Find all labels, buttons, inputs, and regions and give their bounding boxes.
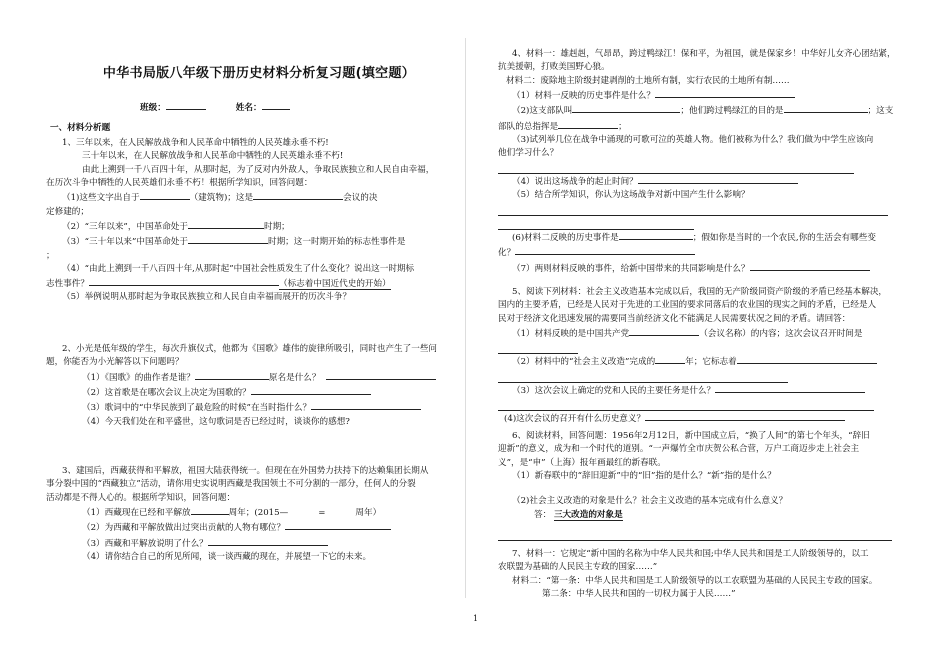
q4-item3-cont: 他们学习什么？ xyxy=(498,148,559,159)
q4-answer-line xyxy=(498,161,854,174)
q3-line2: 事分裂中国的“西藏独立”活动，请你用史实说明西藏是我国领土不可分割的一部分，任何人的分裂 xyxy=(46,479,416,490)
q4-item5: （5）结合所学知识，你认为这场战争对新中国产生什么影响？ xyxy=(512,189,750,200)
q4-item3: （3)试列举几位在战争中涌现的可歌可泣的英雄人物。他们被称为什么？我们做为中学生应该向 xyxy=(512,134,874,145)
page-number: 1 xyxy=(473,614,479,623)
q5-line1: 5、阅读下列材料：社会主义改造基本完成以后，我国的无产阶级同资产阶级的矛盾已经基本解决， xyxy=(512,287,888,297)
q4-item6-cont: 化？ xyxy=(498,245,908,260)
q4-answer-line-3 xyxy=(498,216,694,230)
q4-item2: （2)这支部队叫 ；他们跨过鸭绿江的目的是 ；这支 xyxy=(512,103,908,118)
question-5 xyxy=(498,286,908,426)
document-title: 中华书局版八年级下册历史材料分析复习题(填空题） xyxy=(102,66,416,81)
question-4 xyxy=(498,48,908,276)
q2-item3: （3）歌词中的“中华民族到了最危险的时候”在当时指什么？ xyxy=(62,400,454,415)
q2-line1: 2、小光是低年级的学生，每次升旗仪式，他都为《国歌》雄伟的旋律所吸引，同时也产生了一些问 xyxy=(62,344,438,354)
q6-answer-line xyxy=(498,522,892,541)
q6-answer: 答： 三大改造的对象是 xyxy=(534,509,623,520)
q7-line4: 第二条：中华人民共和国的一切权力属于人民……” xyxy=(542,588,736,599)
q3-line3: 活动都是不得人心的。根据所学知识，回答问题： xyxy=(46,492,236,503)
q3-item3: （3）西藏和平解放说明了什么？ xyxy=(62,536,454,551)
q5-item3: （3）这次会议上确定的党和人民的主要任务是什么？ xyxy=(512,383,908,398)
q1-item3: （3）“三十年以来”中国革命处于 时期；这一时期开始的标志性事件是 xyxy=(62,234,452,249)
q4-line2: 抗美援朝，打败美国野心狼。 xyxy=(498,62,610,73)
q1-item5: （5）举例说明从那时起为争取民族独立和人民自由幸福而展开的历次斗争？ xyxy=(62,292,352,303)
q5-line2: 国内的主要矛盾，已经是人民对于先进的工业国的要求同落后的农业国的现实之间的矛盾，已经是人 xyxy=(498,300,877,311)
class-blank xyxy=(166,100,206,110)
q7-line2: 农联盟为基础的人民民主专政的国家……” xyxy=(498,562,658,573)
question-2 xyxy=(46,343,454,429)
q5-line3: 民对于经济文化迅速发展的需要同当前经济文化不能满足人民需要状况之间的矛盾。请回答： xyxy=(498,313,851,324)
q4-item6: (6)材料二反映的历史事件是 ；假如你是当时的一个农民,你的生活会有哪些变 xyxy=(512,230,908,245)
q1-item1: （1)这些文字出自于 （建筑物)；这是 会议的决 xyxy=(62,190,452,205)
question-7 xyxy=(498,548,908,601)
q4-item2-cont: 部队的总指挥是 ； xyxy=(498,119,908,134)
q2-line2: 题，你能否为小光解答以下问题吗？ xyxy=(46,357,184,368)
q1-item2: （2）“三年以来”，中国革命处于 时期； xyxy=(62,219,452,234)
q5-answer-line-2 xyxy=(498,370,788,383)
q5-item2: （2）材料中的“社会主义改造”完成的 年；它标志着 xyxy=(512,354,908,369)
q3-item1: （1）西藏现在已经和平解放 周年；(2015— = 周年） xyxy=(62,505,454,520)
q3-item2: （2）为西藏和平解放做出过突出贡献的人物有哪位？ xyxy=(62,520,454,535)
q4-item4: （4）说出这场战争的起止时间？ xyxy=(512,174,908,189)
name-label: 姓名： xyxy=(235,103,262,113)
q4-answer-line-2 xyxy=(498,202,888,216)
name-blank xyxy=(262,100,290,110)
q6-line1: 6、阅读材料，回答问题：1956年2月12日，新中国成立后，“换了人间”的第七个年头，“辞旧 xyxy=(512,431,870,441)
question-6 xyxy=(498,430,908,541)
q4-item7: （7）两则材料反映的事件，给新中国带来的共同影响是什么？ xyxy=(512,261,908,276)
q4-item1: （1）材料一反映的历史事件是什么？ xyxy=(512,88,908,103)
q1-item4-cont: 志性事件？ （标志着中国近代史的开始） xyxy=(46,276,452,291)
q5-item1: （1）材料反映的是中国共产党 （会议名称）的内容；这次会议召开时间是 xyxy=(512,326,908,341)
q4-line3: 材料二：废除地主阶级封建剥削的土地所有制，实行农民的土地所有制…… xyxy=(506,75,790,86)
q1-line2: 三十年以来，在人民解放战争和人民革命中牺牲的人民英雄永垂不朽! xyxy=(82,151,344,162)
q1-item4: （4）“由此上溯到一千八百四十年,从那时起”中国社会性质发生了什么变化？说出这一时期标 xyxy=(62,263,415,274)
question-1 xyxy=(46,137,452,305)
q7-line3: 材料二：“第一条：中华人民共和国是工人阶级领导的以工农联盟为基础的人民民主专政的国家。 xyxy=(512,575,878,586)
q6-line2: 迎新”的意义，成为和一个时代的道别。“一声爆竹全市庆贺公私合营，万户工商迈步走上社会主 xyxy=(498,444,860,455)
q6-line3: 义”，是“申”（上海）报年画最红的新春联。 xyxy=(498,457,666,468)
q2-item4: （4）今天我们处在和平盛世，这句歌词是否已经过时，谈谈你的感想? xyxy=(82,416,350,427)
q2-item2: （2）这首歌是在哪次会议上决定为国歌的？ xyxy=(62,385,454,400)
q6-item1: （1）新春联中的“辞旧迎新”中的“旧”指的是什么？“新”指的是什么？ xyxy=(512,470,776,481)
student-info xyxy=(140,100,290,113)
q1-item3-cont: ； xyxy=(46,250,55,261)
q3-line1: 3、建国后，西藏获得和平解放，祖国大陆获得统一。但现在在外国势力扶持下的达赖集团长期从 xyxy=(62,466,429,476)
q2-item1: （1）《国歌》的曲作者是谁？ 原名是什么？ xyxy=(62,370,454,385)
q1-item1-cont: 定修建的； xyxy=(46,206,89,217)
q3-item4: （4）请你结合自己的所见所闻，谈一谈西藏的现在，并展望一下它的未来。 xyxy=(82,551,372,562)
q1-line1: 1、三年以来，在人民解放战争和人民革命中牺牲的人民英雄永垂不朽! xyxy=(62,138,329,148)
class-label: 班级： xyxy=(140,103,166,113)
q6-item2: （2)社会主义改造的对象是什么？社会主义改造的基本完成有什么意义？ xyxy=(512,496,788,507)
q5-item4: (4)这次会议的召开有什么历史意义？ xyxy=(504,411,908,426)
q5-answer-line xyxy=(498,341,578,354)
q1-line3: 由此上溯到一千八百四十年，从那时起，为了反对内外敌人，争取民族独立和人民自由幸福， xyxy=(82,164,435,175)
q4-line1: 4、材料一：雄赳赳，气昂昂，跨过鸭绿江！保和平，为祖国，就是保家乡！中华好儿女齐心团结紧， xyxy=(512,49,896,59)
section-heading: 一、材料分析题 xyxy=(50,123,111,133)
page-divider xyxy=(465,38,466,598)
q5-answer-line-3 xyxy=(498,398,874,411)
q1-line4: 在历次斗争中牺牲的人民英雄们永垂不朽！根据所学知识，回答问题： xyxy=(46,177,313,188)
question-3 xyxy=(46,465,454,564)
q7-line1: 7、材料一：它规定“新中国的名称为中华人民共和国;中华人民共和国是工人阶级领导的，以工 xyxy=(512,549,869,559)
